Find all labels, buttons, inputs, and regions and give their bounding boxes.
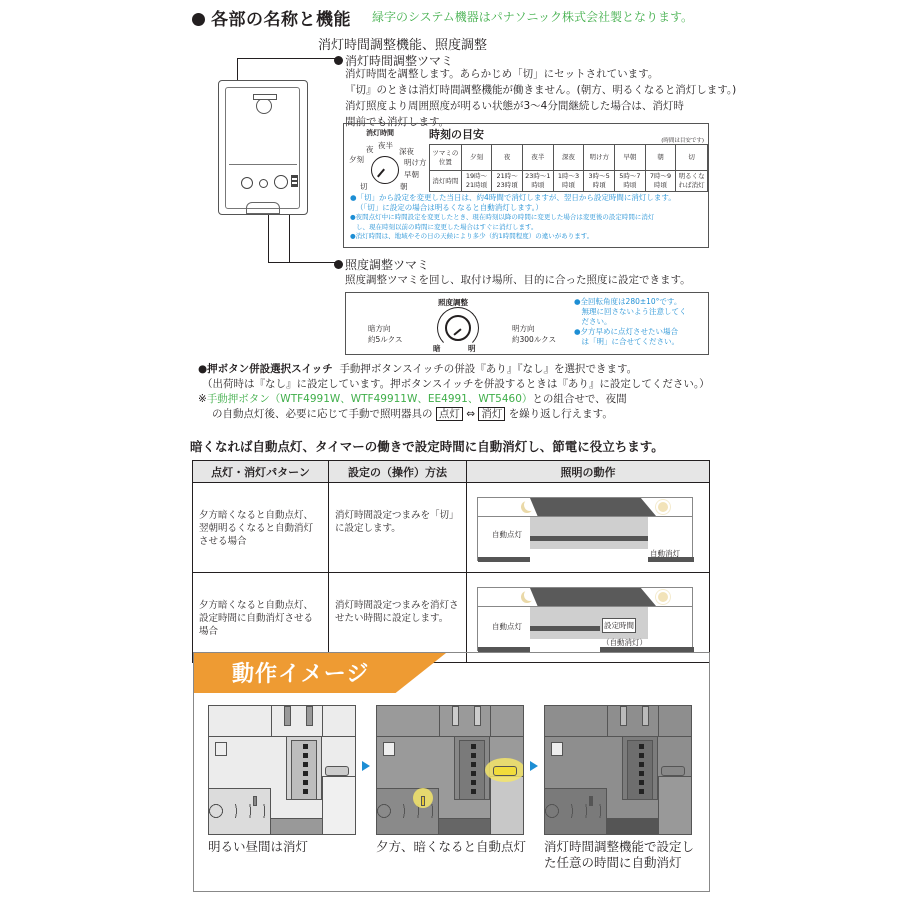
dial-title: 消灯時間 — [366, 129, 394, 137]
lighting-timeline-chart — [477, 587, 693, 651]
vent-icon — [474, 706, 481, 726]
dial-label: 深夜 — [399, 147, 414, 156]
table-cell: 7時～9時頃 — [645, 171, 676, 192]
leader-line — [237, 58, 337, 59]
bright-dir-text: 明方向 — [512, 324, 535, 333]
next-arrow-icon — [530, 761, 538, 771]
step — [439, 818, 490, 835]
push-button-text: を繰り返し行えます。 — [508, 408, 613, 420]
garden-light-on-icon — [421, 796, 425, 806]
garden-light-off-icon — [253, 796, 257, 806]
off-timer-dial-icon — [371, 156, 399, 184]
wall-switch-icon — [551, 742, 563, 756]
auto-off-label: （自動消灯） — [602, 638, 647, 647]
moon-icon — [524, 589, 536, 601]
wall-switch-icon — [215, 742, 227, 756]
side-wall — [658, 776, 692, 835]
desc-line: 『切』のときは消灯時間調整機能が働きません。(朝方、明るくなると消灯します。) — [345, 84, 737, 96]
table-header-cell: 設定の（操作）方法 — [329, 461, 467, 483]
garden-light-off-icon — [589, 796, 593, 806]
off-timer-knob-icon — [241, 177, 253, 189]
indicator-icon — [259, 179, 268, 188]
wall-switch-icon — [383, 742, 395, 756]
table-row — [430, 145, 708, 171]
time-guide-table — [429, 144, 708, 192]
push-button-section — [198, 362, 710, 422]
vent-icon — [452, 706, 459, 726]
beam — [545, 736, 691, 737]
table-cell — [467, 483, 710, 573]
time-guide-title: 時刻の目安 — [429, 128, 484, 141]
on-level-bar — [530, 626, 600, 631]
lux-dial-icon — [445, 315, 471, 341]
note-line: ●消灯時間は、地域やその日の天候により多少（約1時間程度）の違いがあります。 — [350, 232, 594, 240]
house-upper — [271, 706, 323, 736]
time-guide-notes — [350, 193, 676, 242]
door-window — [303, 771, 308, 776]
note-line: ださい。 — [574, 317, 612, 326]
table-header-cell: 照明の動作 — [467, 461, 710, 483]
table-cell: 1時～3時頃 — [553, 171, 584, 192]
door-window — [639, 771, 644, 776]
porch-light-on-icon — [493, 766, 517, 776]
table-cell: 夜 — [492, 145, 523, 171]
door-window — [303, 789, 308, 794]
table-cell: 23時～1時頃 — [523, 171, 554, 192]
dark-direction-label — [368, 323, 403, 345]
vent-icon — [642, 706, 649, 726]
light-sensor-icon — [256, 98, 272, 114]
bright-lux-text: 約300ルクス — [512, 335, 557, 344]
door-window — [471, 789, 476, 794]
lux-box-title: 照度調整 — [438, 298, 468, 307]
time-guide-note: (時間は目安です) — [661, 138, 704, 144]
night-band — [530, 498, 656, 516]
dark-mark: 暗 — [433, 344, 441, 353]
scene-daytime — [208, 705, 356, 835]
light-on-band — [530, 517, 648, 549]
scene-caption: 消灯時間調整機能で設定した任意の時間に自動消灯 — [544, 839, 695, 870]
next-arrow-icon — [362, 761, 370, 771]
off-level-bar — [478, 557, 530, 562]
side-wall — [322, 776, 356, 835]
summary-heading: 暗くなれば自動点灯、タイマーの働きで設定時間に自動消灯し、節電に役立ちます。 — [190, 439, 664, 454]
dial-label: 切 — [360, 182, 368, 191]
shrubs — [209, 804, 267, 818]
table-cell: 早朝 — [615, 145, 646, 171]
door-window — [303, 762, 308, 767]
vent-icon — [284, 706, 291, 726]
push-button-switch-icon — [291, 175, 298, 187]
table-header-cell: ツマミの位置 — [430, 145, 462, 171]
table-cell — [467, 573, 710, 663]
table-cell: 夕刻 — [461, 145, 492, 171]
scene-evening — [376, 705, 524, 835]
dial-label: 夜 — [366, 145, 374, 154]
auto-on-label: 自動点灯 — [492, 622, 522, 631]
bright-mark: 明 — [468, 344, 476, 353]
push-button-text: の自動点灯後、必要に応じて手動で照明器具の — [212, 408, 433, 420]
push-button-text: との組合せで、夜間 — [532, 393, 627, 405]
dial-label: 夕刻 — [349, 155, 364, 164]
on-level-bar — [530, 536, 648, 541]
door-window — [471, 744, 476, 749]
note-line: ●夜間点灯中に時間設定を変更したとき、現在時刻以降の時間に変更した場合は変更後の設定時間に消灯 — [350, 213, 655, 221]
sensor-device-illustration — [218, 80, 308, 215]
desc-line: 消灯照度より周囲照度が明るい状態が3～4分間継続した場合は、消灯時 — [345, 100, 684, 112]
bullet-icon — [334, 260, 343, 269]
side-wall — [490, 776, 524, 835]
door-window — [471, 771, 476, 776]
scene-night-off — [544, 705, 692, 835]
step — [271, 818, 322, 835]
method-text: 消灯時間設定つまみを「切」に設定します。 — [335, 510, 459, 534]
set-time-label: 設定時間 — [602, 618, 636, 633]
table-cell: 明け方 — [584, 145, 615, 171]
push-button-line: （出荷時は『なし』に設定しています。押ボタンスイッチを併設するときは『あり』に設定してください。） — [202, 378, 710, 390]
note-line: ●全回転角度は280±10°です。 — [574, 297, 682, 306]
door-window — [471, 780, 476, 785]
push-button-heading: ●押ボタン併設選択スイッチ — [198, 363, 333, 375]
push-button-desc: 手動押ボタンスイッチの併設『あり』『なし』を選択できます。 — [339, 363, 638, 375]
push-button-line — [198, 392, 710, 407]
table-cell — [193, 483, 329, 573]
dark-lux-text: 約5ルクス — [368, 335, 403, 344]
manufacturer-note: 緑字のシステム機器はパナソニック株式会社製となります。 — [372, 10, 694, 24]
door-window — [639, 762, 644, 767]
step — [607, 818, 658, 835]
lighting-pattern-table — [192, 460, 710, 663]
door-window — [471, 753, 476, 758]
table-cell — [329, 573, 467, 663]
shrubs — [545, 804, 603, 818]
bullet-icon — [334, 56, 343, 65]
note-line: ●夕方早めに点灯させたい場合 — [574, 327, 679, 336]
table-row — [193, 483, 710, 573]
beam — [209, 736, 355, 737]
table-cell: 19時～21時頃 — [461, 171, 492, 192]
lux-knob-description: 照度調整ツマミを回し、取付け場所、目的に合った照度に設定できます。 — [345, 274, 691, 286]
device-cover — [225, 87, 300, 209]
time-guide-box — [343, 123, 709, 248]
table-header-cell: 消灯時間 — [430, 171, 462, 192]
night-band — [530, 588, 656, 606]
table-cell — [329, 483, 467, 573]
off-label-box: 消灯 — [478, 407, 505, 421]
sun-icon — [658, 502, 668, 512]
leader-line — [268, 262, 338, 263]
door-window — [639, 780, 644, 785]
note-line: し、現在時刻以前の時間に変更した場合はすぐに消灯します。 — [356, 222, 538, 231]
control-panel — [229, 164, 297, 198]
dial-label: 早朝 — [404, 170, 419, 179]
off-timer-description — [345, 66, 736, 130]
moon-icon — [524, 499, 536, 511]
method-text: 消灯時間設定つまみを消灯させたい時間に設定します。 — [335, 600, 459, 624]
pattern-text: 夕方暗くなると自動点灯、翌朝明るくなると自動消灯させる場合 — [199, 510, 314, 547]
bidirectional-arrow-icon: ⇔ — [466, 408, 475, 420]
lux-knob-heading-text: 照度調整ツマミ — [345, 258, 430, 272]
table-row — [193, 573, 710, 663]
dark-dir-text: 暗方向 — [368, 324, 391, 333]
scene-caption: 明るい昼間は消灯 — [208, 839, 309, 854]
vent-icon — [620, 706, 627, 726]
lux-adjust-box — [345, 292, 709, 355]
action-title: 動作イメージ — [232, 662, 370, 687]
door-window — [639, 753, 644, 758]
bright-direction-label — [512, 323, 556, 345]
scene-caption: 夕方、暗くなると自動点灯 — [376, 839, 527, 854]
beam — [377, 736, 523, 737]
door-window — [471, 762, 476, 767]
features-subtitle: 消灯時間調整機能、照度調整 — [318, 38, 488, 53]
dial-label: 明け方 — [404, 158, 427, 167]
section-heading — [192, 5, 351, 30]
table-cell: 切 — [676, 145, 708, 171]
auto-on-label: 自動点灯 — [492, 530, 522, 539]
action-image-section — [193, 652, 710, 892]
push-button-line — [198, 407, 710, 422]
note-line: 無理に回さないよう注意してく — [574, 307, 687, 316]
door-window — [639, 744, 644, 749]
compatible-products: 手動押ボタン（WTF4991W、WTF49911W、EE4991、WT5460） — [206, 393, 533, 405]
note-mark: ※ — [198, 393, 207, 405]
table-cell: 3時～5時頃 — [584, 171, 615, 192]
lux-notes — [574, 297, 687, 347]
vent-icon — [306, 706, 313, 726]
auto-off-label: 自動消灯 — [650, 549, 680, 558]
desc-line: 間前でも消灯します。 — [345, 116, 450, 128]
table-cell: 明るくなれば消灯 — [676, 171, 708, 192]
door-window — [303, 780, 308, 785]
porch-light-off-icon — [325, 766, 349, 776]
off-timer-heading-text: 消灯時間調整ツマミ — [345, 54, 454, 68]
table-cell: 5時～7時頃 — [615, 171, 646, 192]
lighting-timeline-chart — [477, 497, 693, 561]
table-cell — [193, 573, 329, 663]
section-heading-text: 各部の名称と機能 — [211, 10, 351, 30]
push-button-line — [198, 362, 710, 377]
lux-knob-heading — [334, 256, 429, 273]
door-window — [639, 789, 644, 794]
lux-knob-icon — [274, 175, 288, 189]
porch-light-off-icon — [661, 766, 685, 776]
table-cell: 深夜 — [553, 145, 584, 171]
device-mount — [246, 202, 280, 214]
house-upper — [607, 706, 659, 736]
door-window — [303, 753, 308, 758]
note-line: （「切」に設定の場合は明るくなると自動消灯します。） — [356, 203, 543, 212]
sun-icon — [658, 592, 668, 602]
desc-line: 消灯時間を調整します。あらかじめ「切」にセットされています。 — [345, 68, 659, 80]
table-cell: 朝 — [645, 145, 676, 171]
table-header-cell: 点灯・消灯パターン — [193, 461, 329, 483]
dial-label: 夜半 — [378, 141, 393, 150]
door-window — [303, 744, 308, 749]
pattern-text: 夕方暗くなると自動点灯、設定時間に自動消灯させる場合 — [199, 600, 314, 637]
bullet-icon — [192, 13, 205, 26]
table-header-row — [193, 461, 710, 483]
dial-label: 朝 — [400, 182, 408, 191]
table-row — [430, 171, 708, 192]
table-cell: 21時～23時頃 — [492, 171, 523, 192]
house-upper — [439, 706, 491, 736]
note-line: は「明」に合せてください。 — [574, 337, 679, 346]
table-cell: 夜半 — [523, 145, 554, 171]
note-line: ●「切」から設定を変更した当日は、約4時間で消灯しますが、翌日から設定時間に消灯します。 — [350, 193, 676, 202]
on-label-box: 点灯 — [436, 407, 463, 421]
